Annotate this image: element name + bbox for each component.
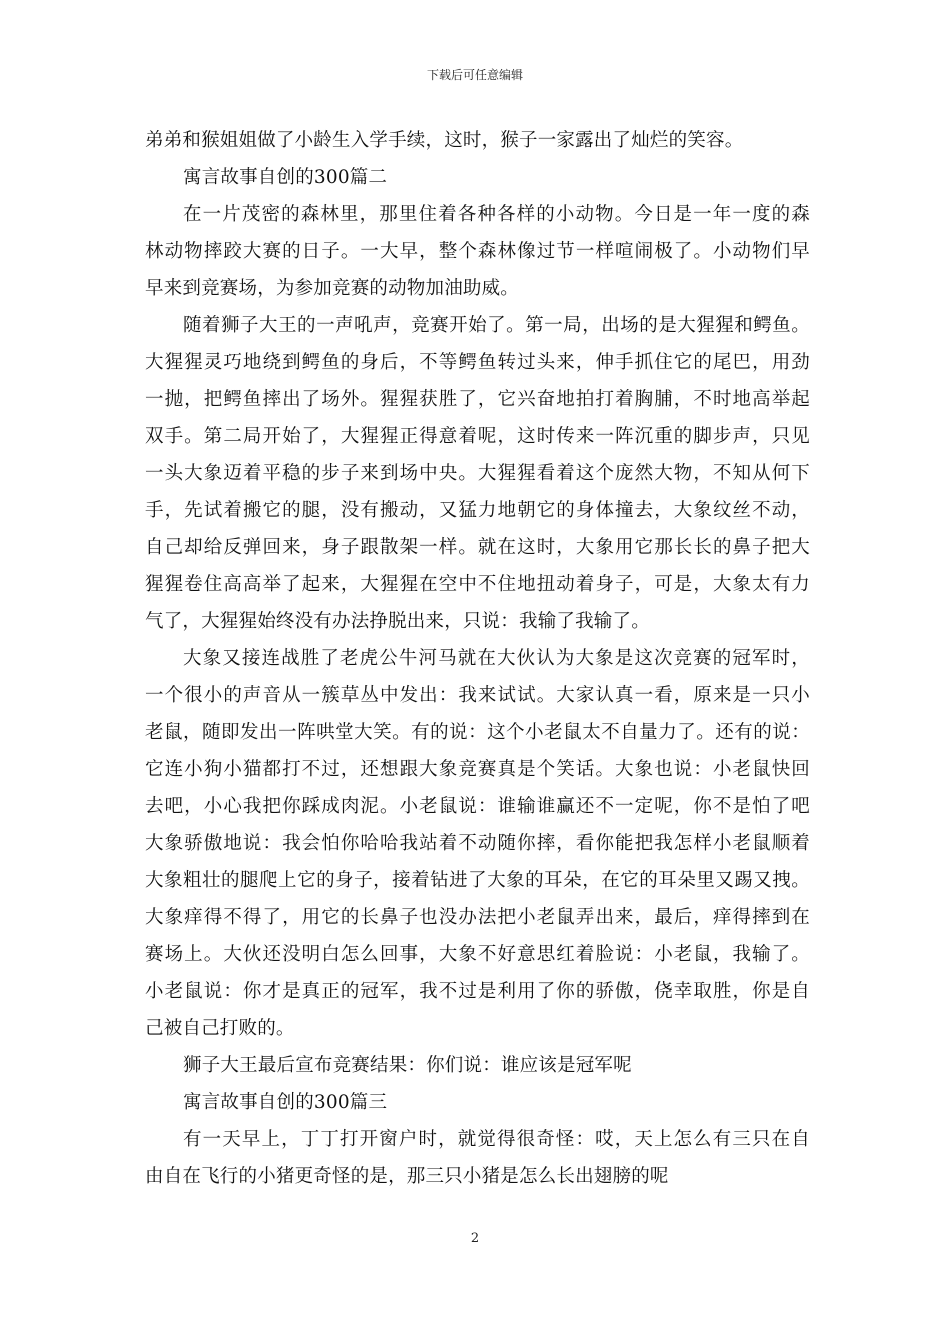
text-line: 去吧，小心我把你踩成肉泥。小老鼠说：谁输谁赢还不一定呢，你不是怕了吧: [145, 796, 810, 817]
text-line: 一头大象迈着平稳的步子来到场中央。大猩猩看着这个庞然大物，不知从何下: [145, 463, 810, 484]
text-line: 大象痒得不得了，用它的长鼻子也没办法把小老鼠弄出来，最后，痒得摔到在: [145, 907, 810, 928]
text-line: 一个很小的声音从一簇草丛中发出：我来试试。大家认真一看，原来是一只小: [145, 685, 810, 706]
page-header: 下载后可任意编辑: [426, 68, 523, 82]
text-line: 气了，大猩猩始终没有办法挣脱出来，只说：我输了我输了。: [145, 611, 650, 632]
text-line: 一抛，把鳄鱼摔出了场外。猩猩获胜了，它兴奋地拍打着胸脯，不时地高举起: [145, 389, 810, 410]
text-line: 自己却给反弹回来，身子跟散架一样。就在这时，大象用它那长长的鼻子把大: [145, 537, 810, 558]
text-line: 老鼠，随即发出一阵哄堂大笑。有的说：这个小老鼠太不自量力了。还有的说：: [145, 722, 810, 743]
text-line: 大象又接连战胜了老虎公牛河马就在大伙认为大象是这次竞赛的冠军时，: [183, 648, 810, 669]
text-line: 双手。第二局开始了，大猩猩正得意着呢，这时传来一阵沉重的脚步声，只见: [145, 426, 810, 447]
text-line: 在一片茂密的森林里，那里住着各种各样的小动物。今日是一年一度的森: [183, 204, 810, 225]
text-line: 弟弟和猴姐姐做了小龄生入学手续，这时，猴子一家露出了灿烂的笑容。: [145, 130, 744, 151]
text-line: 随着狮子大王的一声吼声，竞赛开始了。第一局，出场的是大猩猩和鳄鱼。: [183, 315, 810, 336]
text-line: 大象骄傲地说：我会怕你哈哈我站着不动随你摔，看你能把我怎样小老鼠顺着: [145, 833, 810, 854]
text-line: 狮子大王最后宣布竞赛结果：你们说：谁应该是冠军呢: [183, 1055, 632, 1076]
text-line: 手，先试着搬它的腿，没有搬动，又猛力地朝它的身体撞去，大象纹丝不动，: [145, 500, 810, 521]
text-line: 小老鼠说：你才是真正的冠军，我不过是利用了你的骄傲，侥幸取胜，你是自: [145, 981, 810, 1002]
text-line: 它连小狗小猫都打不过，还想跟大象竞赛真是个笑话。大象也说：小老鼠快回: [145, 759, 810, 780]
text-line: 猩猩卷住高高举了起来，大猩猩在空中不住地扭动着身子，可是，大象太有力: [145, 574, 810, 595]
text-line: 有一天早上，丁丁打开窗户时，就觉得很奇怪：哎，天上怎么有三只在自: [183, 1129, 810, 1150]
text-line: 大象粗壮的腿爬上它的身子，接着钻进了大象的耳朵，在它的耳朵里又踢又拽。: [145, 870, 810, 891]
text-line: 大猩猩灵巧地绕到鳄鱼的身后，不等鳄鱼转过头来，伸手抓住它的尾巴，用劲: [145, 352, 810, 373]
page-number: 2: [470, 1231, 480, 1246]
text-line: 早来到竞赛场，为参加竞赛的动物加油助威。: [145, 278, 520, 299]
document-body: [145, 122, 810, 1195]
text-line: 赛场上。大伙还没明白怎么回事，大象不好意思红着脸说：小老鼠，我输了。: [145, 944, 810, 965]
text-line: 己被自己打败的。: [145, 1018, 295, 1039]
text-line: 林动物摔跤大赛的日子。一大早，整个森林像过节一样喧闹极了。小动物们早: [145, 241, 810, 262]
section-heading: 寓言故事自创的300篇二: [183, 167, 388, 188]
text-line: 由自在飞行的小猪更奇怪的是，那三只小猪是怎么长出翅膀的呢: [145, 1166, 669, 1187]
section-heading: 寓言故事自创的300篇三: [183, 1092, 388, 1113]
